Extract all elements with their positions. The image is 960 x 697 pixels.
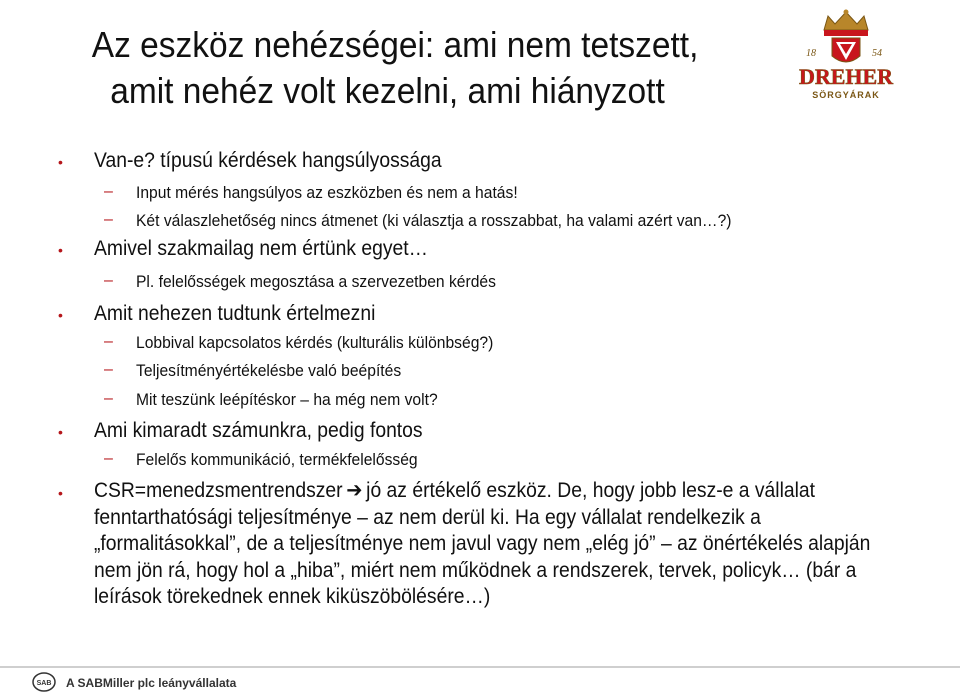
bullet-dot: • — [58, 154, 63, 170]
title-line-1: Az eszköz nehézségei: ami nem tetszett, — [91, 24, 699, 65]
logo-sub: SÖRGYÁRAK — [812, 90, 880, 100]
logo-brand: DREHER — [798, 64, 894, 89]
sub-item: Felelős kommunikáció, termékfelelősség — [136, 450, 418, 469]
sub-item: Pl. felelősségek megosztása a szervezetben kérdés — [136, 272, 496, 291]
bullet-item: Amit nehezen tudtunk értelmezni — [94, 302, 376, 325]
logo-year-right: 54 — [872, 48, 882, 59]
footer-divider — [0, 666, 960, 668]
sub-dash: – — [104, 361, 113, 378]
logo-year-left: 18 — [806, 48, 816, 59]
sub-item: Teljesítményértékelésbe való beépítés — [136, 361, 402, 380]
sub-item: Mit teszünk leépítéskor – ha még nem volt? — [136, 390, 438, 409]
arrow-right-icon: ➔ — [346, 479, 363, 502]
paragraph-line-5: leírások törekednek ennek kiküszöbölésére…) — [94, 585, 491, 608]
csr-paragraph — [94, 478, 944, 611]
sub-dash: – — [104, 390, 113, 407]
title-line-2: amit nehéz volt kezelni, ami hiányzott — [110, 70, 665, 111]
sub-dash: – — [104, 211, 113, 228]
sub-item: Input mérés hangsúlyos az eszközben és nem a hatás! — [136, 183, 518, 202]
bullet-item: Ami kimaradt számunkra, pedig fontos — [94, 419, 423, 442]
sub-dash: – — [104, 272, 113, 289]
sub-item: Két válaszlehetőség nincs átmenet (ki választja a rosszabbat, ha valami azért van…?) — [136, 211, 732, 230]
bullet-dot: • — [58, 485, 63, 501]
paragraph-line-3: „formalitásokkal”, de a teljesítménye nem javul vagy nem „elég jó” – az önértékelés alapján — [94, 532, 871, 555]
sub-dash: – — [104, 333, 113, 350]
bullet-dot: • — [58, 242, 63, 258]
bullet-item: Amivel szakmailag nem értünk egyet… — [94, 237, 428, 260]
paragraph-line-4: nem jön rá, hogy hol a „hiba”, miért nem működnek a rendszerek, tervek, policyk… (bár a — [94, 558, 857, 582]
sub-item: Lobbival kapcsolatos kérdés (kulturális különbség?) — [136, 333, 494, 352]
sabmiller-logo-icon — [32, 672, 56, 694]
bullet-dot: • — [58, 424, 63, 440]
svg-text:SAB: SAB — [36, 680, 52, 687]
shield-icon — [832, 38, 860, 62]
footer-text: A SABMiller plc leányvállalata — [66, 676, 237, 690]
dreher-logo — [788, 8, 904, 104]
bullet-item: Van-e? típusú kérdések hangsúlyossága — [94, 149, 442, 172]
sub-dash: – — [104, 183, 113, 200]
paragraph-line-1: CSR=menedzsmentrendszer ➔ jó az értékelő eszköz. De, hogy jobb lesz-e a vállalat — [94, 478, 876, 505]
crown-icon — [824, 10, 868, 37]
paragraph-line-2: fenntarthatósági teljesítménye – az nem derül ki. Ha egy vállalat rendelkezik a — [94, 505, 761, 529]
slide-title — [62, 22, 732, 114]
sub-dash: – — [104, 450, 113, 467]
bullet-dot: • — [58, 307, 63, 323]
